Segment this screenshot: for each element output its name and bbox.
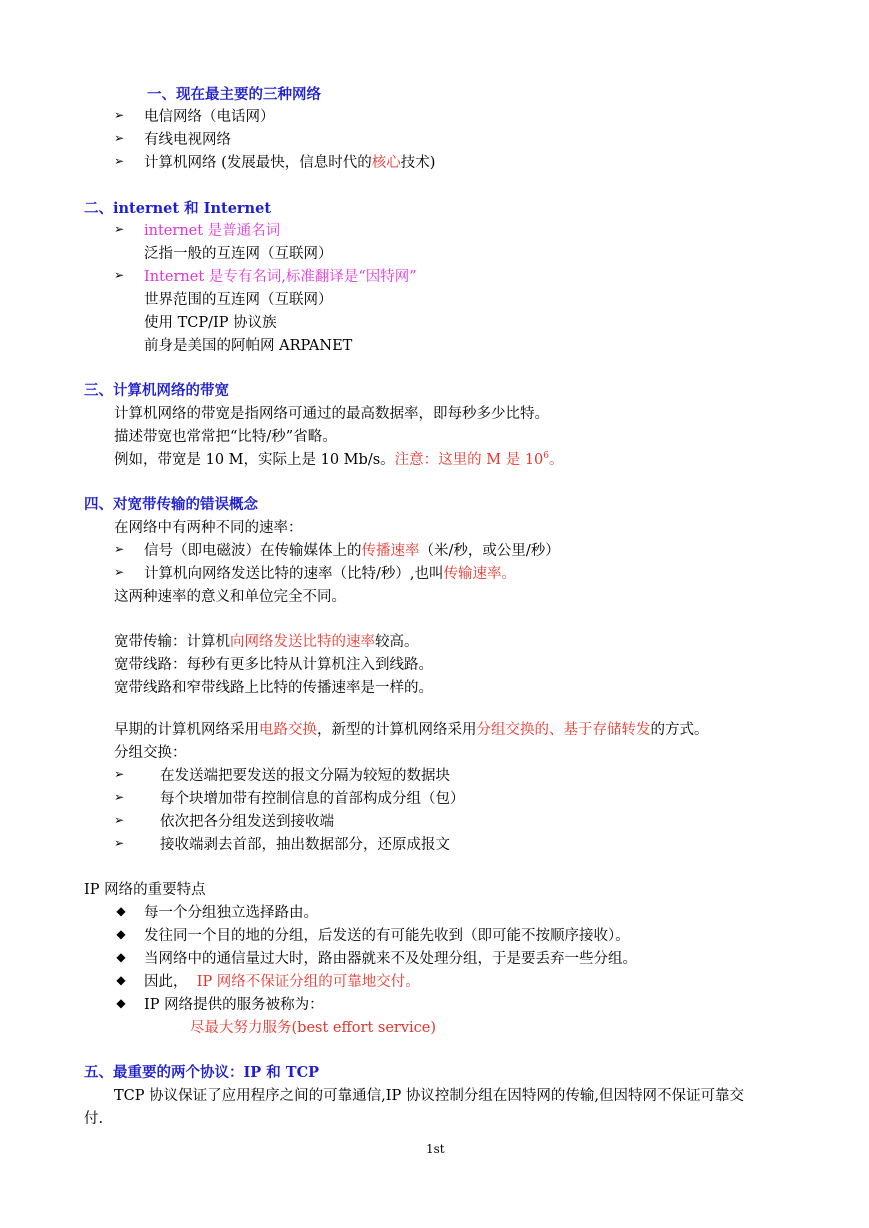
text: 。 [549,452,564,468]
paragraph: 前身是美国的阿帕网 ARPANET [144,338,353,354]
text: 计算机网络 (发展最快，信息时代的 [144,155,372,171]
heading-three-networks: 一、现在最主要的三种网络 [147,86,321,103]
list-item: 有线电视网络 [144,132,231,148]
list-item: 每一个分组独立选择路由。 [144,905,318,921]
paragraph [114,450,564,470]
list-item: 每个块增加带有控制信息的首部构成分组（包） [160,791,465,807]
paragraph: 宽带线路：每秒有更多比特从计算机注入到线路。 [114,657,433,673]
heading-internet: 二、internet 和 Internet [84,200,272,217]
heading-bandwidth: 三、计算机网络的带宽 [84,382,229,399]
list-item: 依次把各分组发送到接收端 [160,814,334,830]
page-number: 1st [426,1142,445,1156]
service-name: 尽最大努力服务(best effort service) [190,1020,437,1036]
arrow-bullet-icon: ➢ [113,268,125,282]
paragraph: 使用 TCP/IP 协议族 [144,315,277,331]
list-item: 发往同一个目的地的分组，后发送的有可能先收到（即可能不按顺序接收）。 [144,928,630,944]
arrow-bullet-icon: ➢ [113,154,125,168]
text: （米/秒，或公里/秒） [419,543,560,559]
text: 技术) [400,155,436,171]
highlight-text: 分组交换的、基于存储转发 [476,722,651,738]
heading-broadband-misconception: 四、对宽带传输的错误概念 [84,496,258,513]
arrow-bullet-icon: ➢ [113,222,125,236]
list-item: IP 网络提供的服务被称为： [144,997,324,1013]
highlight-text: 传输速率。 [443,566,516,582]
paragraph: 在网络中有两种不同的速率： [114,520,303,536]
superscript: 6 [543,451,549,462]
heading-two-protocols: 五、最重要的两个协议：IP 和 TCP [84,1064,320,1081]
heading-ip-features: IP 网络的重要特点 [84,882,206,898]
arrow-bullet-icon: ➢ [113,542,125,556]
paragraph: 计算机网络的带宽是指网络可通过的最高数据率，即每秒多少比特。 [114,406,549,422]
text: 注意：这里的 M 是 10 [394,452,544,468]
diamond-bullet-icon: ◆ [116,950,126,964]
paragraph: 泛指一般的互连网（互联网） [144,246,333,262]
list-item: internet 是普通名词 [144,223,281,239]
paragraph [114,632,419,652]
text: 因此， [144,974,188,990]
list-item: 当网络中的通信量过大时，路由器就来不及处理分组，于是要丢弃一些分组。 [144,951,637,967]
highlight-text: 传播速率 [361,543,420,559]
highlight-text: IP 网络不保证分组的可靠地交付。 [196,974,420,990]
list-item [144,153,435,173]
list-item [144,564,516,584]
paragraph: 描述带宽也常常把“比特/秒”省略。 [114,429,337,445]
paragraph: 分组交换： [114,745,187,761]
text: ，新型的计算机网络采用 [317,722,477,738]
text: 计算机向网络发送比特的速率（比特/秒）,也叫 [144,566,444,582]
diamond-bullet-icon: ◆ [116,927,126,941]
paragraph: 宽带线路和窄带线路上比特的传播速率是一样的。 [114,680,433,696]
list-item: 接收端剥去首部，抽出数据部分，还原成报文 [160,837,450,853]
arrow-bullet-icon: ➢ [113,108,125,122]
diamond-bullet-icon: ◆ [116,904,126,918]
text: 的方式。 [650,722,709,738]
paragraph: 这两种速率的意义和单位完全不同。 [114,589,346,605]
highlight-text [395,452,564,468]
highlight-text: 向网络发送比特的速率 [230,634,375,650]
text: 信号（即电磁波）在传输媒体上的 [144,543,362,559]
list-item [144,541,560,561]
list-item: Internet 是专有名词,标准翻译是“因特网” [144,269,417,285]
list-item: 在发送端把要发送的报文分隔为较短的数据块 [160,768,450,784]
list-item [144,972,420,992]
highlight-text: 核心 [371,155,401,171]
arrow-bullet-icon: ➢ [113,790,125,804]
arrow-bullet-icon: ➢ [113,767,125,781]
arrow-bullet-icon: ➢ [113,813,125,827]
arrow-bullet-icon: ➢ [113,131,125,145]
text: 例如，带宽是 10 M，实际上是 10 Mb/s。 [114,452,395,468]
list-item: 电信网络（电话网） [144,109,275,125]
paragraph: TCP 协议保证了应用程序之间的可靠通信,IP 协议控制分组在因特网的传输,但因特网不保证可靠交 [114,1088,744,1104]
diamond-bullet-icon: ◆ [116,973,126,987]
text: 宽带传输：计算机 [114,634,230,650]
arrow-bullet-icon: ➢ [113,836,125,850]
arrow-bullet-icon: ➢ [113,565,125,579]
highlight-text: 电路交换 [259,722,317,738]
text: 早期的计算机网络采用 [114,722,259,738]
paragraph [114,720,709,740]
diamond-bullet-icon: ◆ [116,996,126,1010]
paragraph: 付. [84,1111,104,1127]
paragraph: 世界范围的互连网（互联网） [144,292,333,308]
text: 较高。 [375,634,419,650]
